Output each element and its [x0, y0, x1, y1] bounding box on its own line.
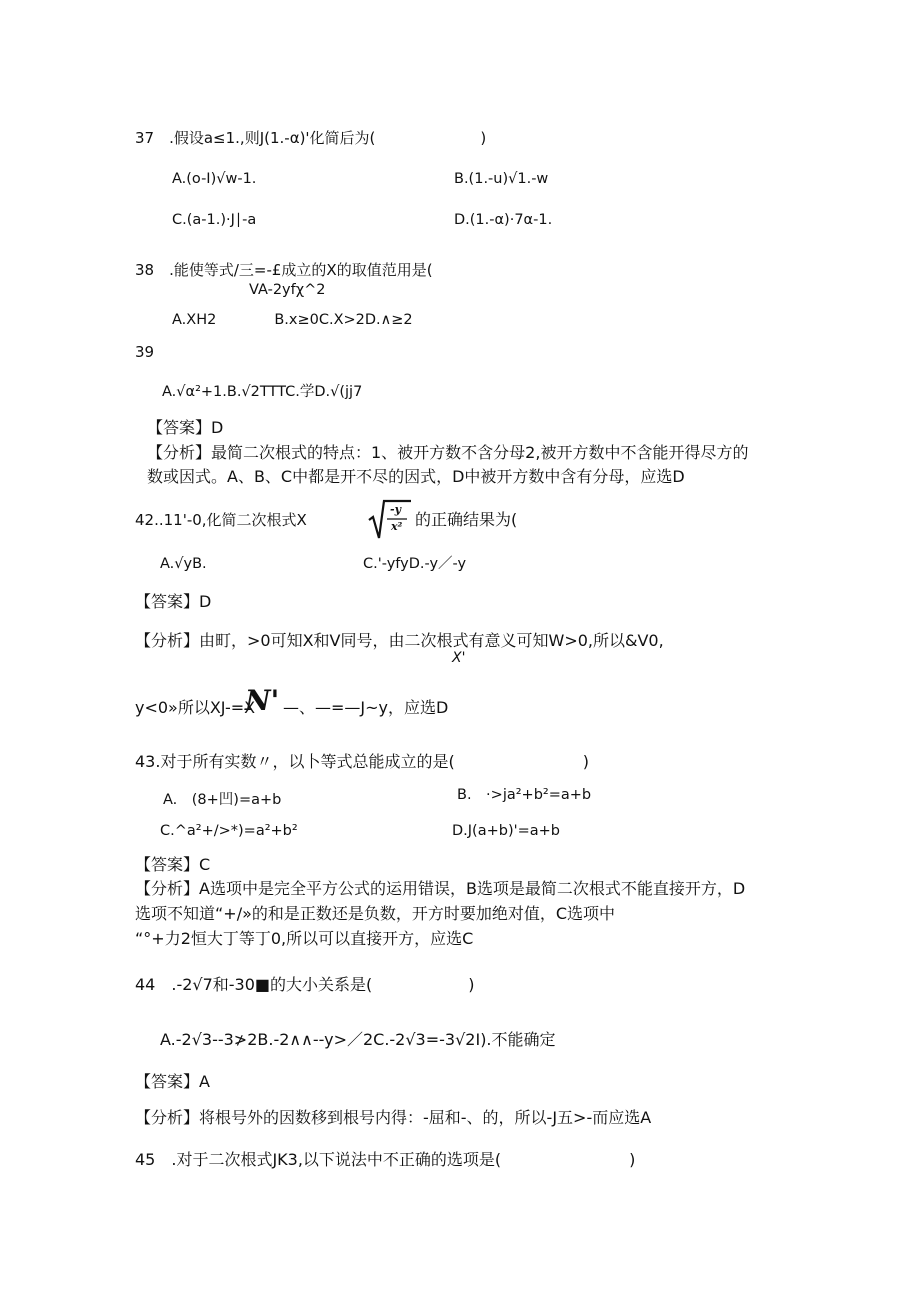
- q42-stem-right: 的正确结果为(: [415, 510, 518, 529]
- q42-analysis-line1: 【分析】由町，>0可知X和V同号，由二次根式有意义可知W>0,所以&V0,: [135, 631, 664, 650]
- q42-option-a: A.√yB.: [160, 556, 207, 572]
- q43-answer: 【答案】C: [135, 855, 211, 874]
- q42-radical-denominator: x²: [391, 520, 403, 533]
- q42-answer: 【答案】D: [135, 592, 212, 611]
- q44-stem: 44 .-2√7和-30■的大小关系是( ): [135, 975, 475, 994]
- q44-options: A.-2√3--3≯2B.-2∧∧--y>／2C.-2√3=-3√2I).不能确定: [160, 1030, 556, 1049]
- q42-radical-numerator: -y: [390, 503, 401, 516]
- q37-stem: 37 .假设a≤1.,则J(1.-α)'化简后为( ): [135, 129, 487, 147]
- q39-number: 39: [135, 343, 155, 361]
- q42-radical-expression: [367, 498, 412, 540]
- q42-option-cd: C.'-yfyD.-y／-y: [363, 556, 467, 572]
- q43-option-b: B. ·>ja²+b²=a+b: [457, 787, 592, 803]
- q42-analysis-big-glyph: N': [245, 684, 280, 717]
- q43-option-c: C.^a²+/>*)=a²+b²: [160, 823, 298, 839]
- q38-subscript-line: VA-2yfχ^2: [249, 282, 326, 298]
- q39-options: A.√α²+1.B.√2TTTC.学D.√(jj7: [162, 384, 363, 400]
- q39-answer: 【答案】D: [147, 418, 224, 437]
- q43-stem: 43.对于所有实数〃，以卜等式总能成立的是( ): [135, 752, 589, 771]
- q42-stem-left: 42..11'-0,化简二次根式X: [135, 511, 307, 529]
- q43-analysis-line1: 【分析】A选项中是完全平方公式的运用错误，B选项是最简二次根式不能直接开方，D: [135, 879, 746, 898]
- q43-analysis-line2: 选项不知道“+/»的和是正数还是负数，开方时要加绝对值，C选项中: [135, 904, 616, 923]
- q39-analysis-line2: 数或因式。A、B、C中都是开不尽的因式，D中被开方数中含有分母，应选D: [147, 467, 685, 486]
- q44-answer: 【答案】A: [135, 1072, 210, 1091]
- q37-option-c: C.(a-1.)·J∣-a: [172, 212, 257, 228]
- q37-option-d: D.(1.-α)·7α-1.: [454, 212, 553, 228]
- q43-option-d: D.J(a+b)'=a+b: [452, 823, 560, 839]
- q45-stem: 45 .对于二次根式JK3,以下说法中不正确的选项是( ): [135, 1150, 636, 1169]
- q37-option-b: B.(1.-u)√1.-w: [454, 171, 549, 187]
- q38-options: A.XH2 B.x≥0C.X>2D.∧≥2: [172, 312, 413, 328]
- q42-analysis-subline: X': [452, 650, 466, 666]
- q39-analysis-line1: 【分析】最简二次根式的特点：1、被开方数不含分母2,被开方数中不含能开得尽方的: [147, 443, 749, 462]
- q42-analysis-line2-end: —、—=—J~y，应选D: [283, 698, 449, 717]
- q37-option-a: A.(o-I)√w-1.: [172, 171, 257, 187]
- q44-analysis: 【分析】将根号外的因数移到根号内得：-屈和-、的，所以-J五>-而应选A: [135, 1108, 652, 1127]
- q43-option-a: A. (8+凹)=a+b: [163, 792, 282, 808]
- q43-analysis-line3: “°+力2恒大丁等丁0,所以可以直接开方，应选C: [135, 929, 474, 948]
- q38-stem: 38 .能使等式/三=-£成立的X的取值范用是(: [135, 261, 433, 279]
- q42-analysis-line2-start: y<0»所以XJ-=X: [135, 698, 256, 717]
